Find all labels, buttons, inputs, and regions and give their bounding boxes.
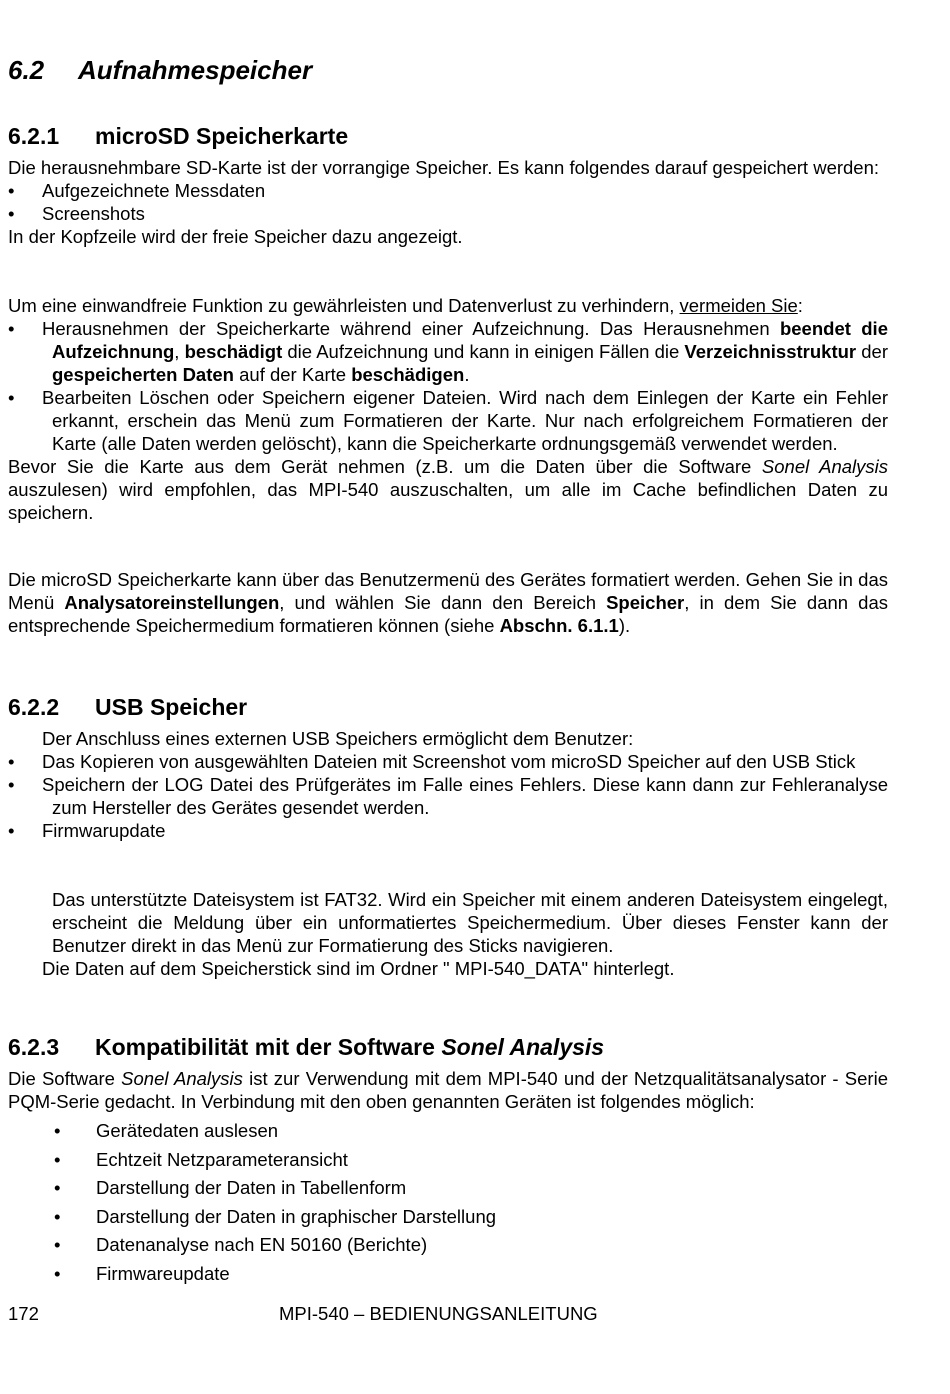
usb-section-body bbox=[8, 727, 888, 842]
paragraph: In der Kopfzeile wird der freie Speicher dazu angezeigt. bbox=[8, 226, 463, 247]
subsection-number: 6.2.3 bbox=[8, 1034, 60, 1060]
paragraph: Das unterstützte Dateisystem ist FAT32. Wird ein Speicher mit einem anderen Dateisystem eingelegt, erscheint die Meldung über ein unformatiertes Speichermedium. Über dieses Fenster kann der Benutzer direkt in das Menü zur Formatierung des Sticks navigieren. bbox=[52, 889, 888, 956]
bullet-list bbox=[8, 750, 888, 842]
bullet-list bbox=[8, 1117, 888, 1289]
paragraph: Die microSD Speicherkarte kann über das Benutzermenü des Gerätes formatiert werden. Gehen Sie in das Menü Analysatoreinstellungen, und wählen Sie dann den Bereich Speicher, in dem Sie dann das entsprechende Speichermedium formatieren können (siehe Abschn. 6.1.1). bbox=[8, 569, 889, 636]
paragraph: Die Software Sonel Analysis ist zur Verwendung mit dem MPI-540 und der Netzqualitätsanalysator - Serie PQM-Serie gedacht. In Verbindung mit den oben genannten Geräten ist folgendes möglich: bbox=[8, 1068, 888, 1112]
footer-title: MPI-540 – BEDIENUNGSANLEITUNG bbox=[279, 1303, 598, 1324]
list-item: • Gerätedaten auslesen bbox=[54, 1120, 279, 1141]
bullet-list bbox=[8, 179, 888, 225]
microsd-format-paragraph bbox=[8, 568, 888, 637]
paragraph: Die herausnehmbare SD-Karte ist der vorrangige Speicher. Es kann folgendes darauf gespeichert werden: bbox=[8, 157, 880, 178]
bullet-list bbox=[8, 317, 888, 455]
paragraph: Bevor Sie die Karte aus dem Gerät nehmen (z.B. um die Daten über die Software Sonel Analysis auszulesen) wird empfohlen, das MPI-540 auszuschalten, um alle im Cache befindlichen Daten zu speichern. bbox=[8, 456, 888, 523]
list-item: • Screenshots bbox=[8, 203, 145, 224]
microsd-section-body bbox=[8, 156, 888, 248]
subsection-number: 6.2.2 bbox=[8, 694, 60, 720]
list-item: • Darstellung der Daten in Tabellenform bbox=[54, 1177, 407, 1199]
subsection-heading-microsd bbox=[8, 122, 348, 150]
usb-notes bbox=[8, 888, 888, 980]
list-item: • Darstellung der Daten in graphischer Darstellung bbox=[54, 1205, 497, 1227]
list-item: • Speichern der LOG Datei des Prüfgerätes im Falle eines Fehlers. Diese kann dann zur Fehleranalyse zum Hersteller des Gerätes gesendet werden. bbox=[8, 774, 888, 818]
list-item: • Echtzeit Netzparameteransicht bbox=[54, 1148, 348, 1170]
section-number: 6.2 bbox=[8, 55, 45, 85]
page-number: 172 bbox=[8, 1303, 39, 1324]
paragraph: Der Anschluss eines externen USB Speichers ermöglicht dem Benutzer: bbox=[42, 728, 634, 749]
subsection-number: 6.2.1 bbox=[8, 123, 60, 149]
software-section-body bbox=[8, 1067, 888, 1289]
list-item: • Firmwareupdate bbox=[54, 1262, 230, 1284]
list-item: • Firmwarupdate bbox=[8, 820, 166, 841]
list-item: • Das Kopieren von ausgewählten Dateien mit Screenshot vom microSD Speicher auf den USB Stick bbox=[8, 751, 856, 772]
subsection-title: microSD Speicherkarte bbox=[95, 123, 349, 149]
subsection-title: USB Speicher bbox=[95, 694, 248, 720]
list-item: • Herausnehmen der Speicherkarte während einer Aufzeichnung. Das Herausnehmen beendet die Aufzeichnung, beschädigt die Aufzeichnung und kann in einigen Fällen die Verzeichnisstruktur der gespeicherten Daten auf der Karte beschädigen. bbox=[8, 318, 889, 385]
list-item: • Aufgezeichnete Messdaten bbox=[8, 180, 266, 201]
subsection-heading-software: 6.2.3 Kompatibilität mit der Software Sonel Analysis bbox=[8, 1034, 605, 1060]
list-item: • Bearbeiten Löschen oder Speichern eigener Dateien. Wird nach dem Einlegen der Karte ein Fehler erkannt, erschein das Menü zum Formatieren der Karte. Nur nach erfolgreichem Formatieren der Karte (alle Daten werden gelöscht), kann die Speicherkarte ordnungsgemäß verwendet werden. bbox=[8, 387, 888, 454]
paragraph: Die Daten auf dem Speicherstick sind im Ordner " MPI-540_DATA" hinterlegt. bbox=[42, 958, 675, 979]
paragraph: Um eine einwandfreie Funktion zu gewährleisten und Datenverlust zu verhindern, vermeiden Sie: bbox=[8, 295, 803, 316]
section-heading bbox=[8, 54, 312, 86]
section-title: Aufnahmespeicher bbox=[78, 55, 313, 85]
microsd-avoid-block bbox=[8, 294, 888, 524]
list-item: • Datenanalyse nach EN 50160 (Berichte) bbox=[54, 1234, 428, 1256]
subsection-heading-usb bbox=[8, 693, 247, 721]
